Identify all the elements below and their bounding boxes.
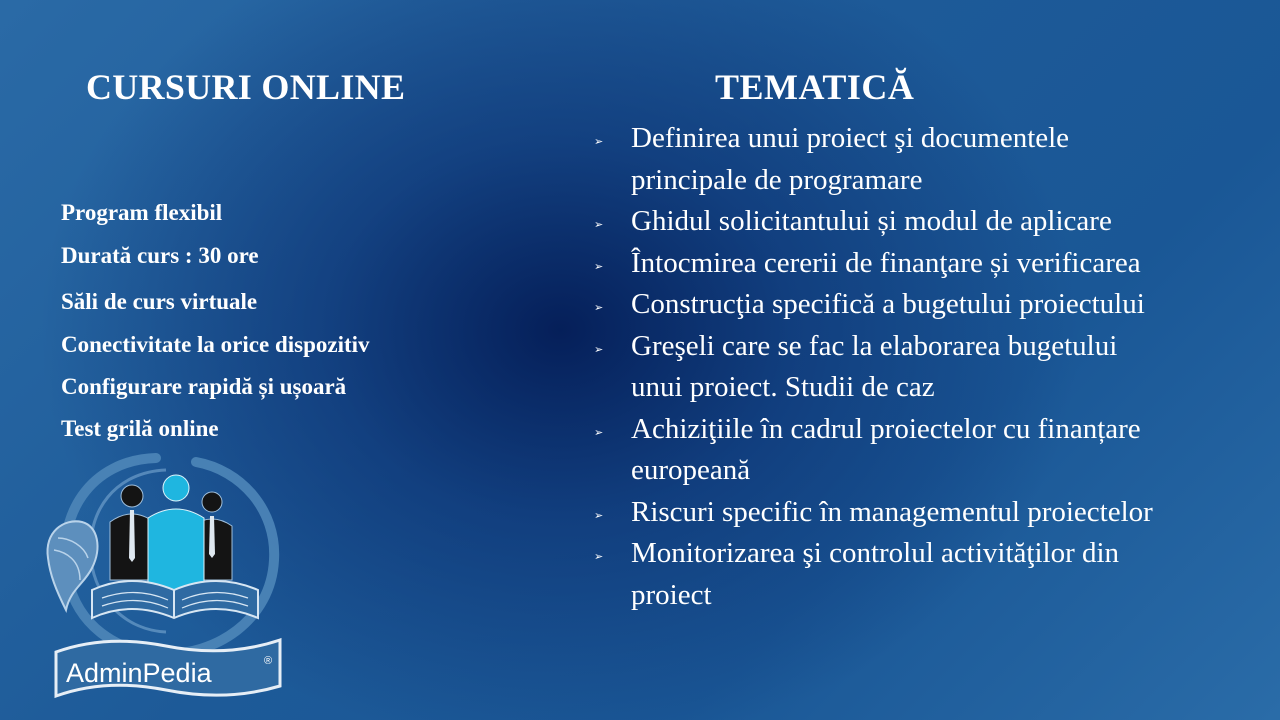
feature-item: Configurare rapidă și ușoară bbox=[61, 374, 347, 399]
topic-item bbox=[590, 118, 1250, 201]
feature-item: Săli de curs virtuale bbox=[61, 289, 258, 314]
topic-line: unui proiect. Studii de caz bbox=[631, 371, 935, 403]
topic-line: proiect bbox=[631, 578, 712, 611]
topic-line: Monitorizarea şi controlul activităţilor din bbox=[631, 537, 1120, 569]
topic-line: Întocmirea cererii de finanţare și verificarea bbox=[631, 246, 1141, 279]
person-center-icon bbox=[148, 475, 204, 590]
arrow-bullet-icon: ➢ bbox=[594, 342, 604, 356]
topic-item bbox=[590, 492, 1250, 534]
topic-line: Definirea unui proiect şi documentele bbox=[631, 122, 1070, 154]
arrow-bullet-icon: ➢ bbox=[594, 508, 604, 522]
arrow-bullet-icon: ➢ bbox=[594, 135, 604, 148]
feature-item: Test grilă online bbox=[61, 416, 219, 441]
arrow-bullet-icon: ➢ bbox=[594, 301, 604, 314]
arrow-bullet-icon: ➢ bbox=[594, 550, 604, 563]
topics-title: TEMATICĂ bbox=[715, 67, 915, 107]
topic-line: Achiziţiile în cadrul proiectelor cu finanțare bbox=[631, 412, 1141, 445]
arrow-bullet-icon: ➢ bbox=[594, 218, 604, 231]
topic-item bbox=[590, 284, 1250, 326]
feature-item: Conectivitate la orice dispozitiv bbox=[61, 332, 370, 357]
logo-brand-text: AdminPedia bbox=[66, 658, 212, 688]
topic-line: Riscuri specific în managementul proiectelor bbox=[631, 495, 1153, 528]
topic-item bbox=[590, 201, 1250, 243]
feature-item: Program flexibil bbox=[61, 200, 223, 225]
arrow-bullet-icon: ➢ bbox=[594, 425, 604, 439]
topic-item bbox=[590, 326, 1250, 409]
topic-line: Ghidul solicitantului și modul de aplicare bbox=[631, 205, 1112, 237]
topic-line: Greşeli care se fac la elaborarea bugetului bbox=[631, 329, 1118, 362]
topic-line: europeană bbox=[631, 454, 751, 486]
arrow-bullet-icon: ➢ bbox=[594, 259, 604, 273]
topic-line: Construcţia specifică a bugetului proiectului bbox=[631, 288, 1145, 320]
courses-title: CURSURI ONLINE bbox=[86, 67, 406, 107]
topics-list bbox=[590, 118, 1250, 616]
logo-registered-mark: ® bbox=[264, 655, 273, 667]
topic-item bbox=[590, 243, 1250, 285]
topic-item bbox=[590, 533, 1250, 616]
adminpedia-logo bbox=[36, 440, 296, 700]
topic-item bbox=[590, 409, 1250, 492]
feature-item: Durată curs : 30 ore bbox=[61, 243, 259, 268]
topic-line: principale de programare bbox=[631, 163, 923, 196]
person-left-icon bbox=[110, 485, 154, 580]
